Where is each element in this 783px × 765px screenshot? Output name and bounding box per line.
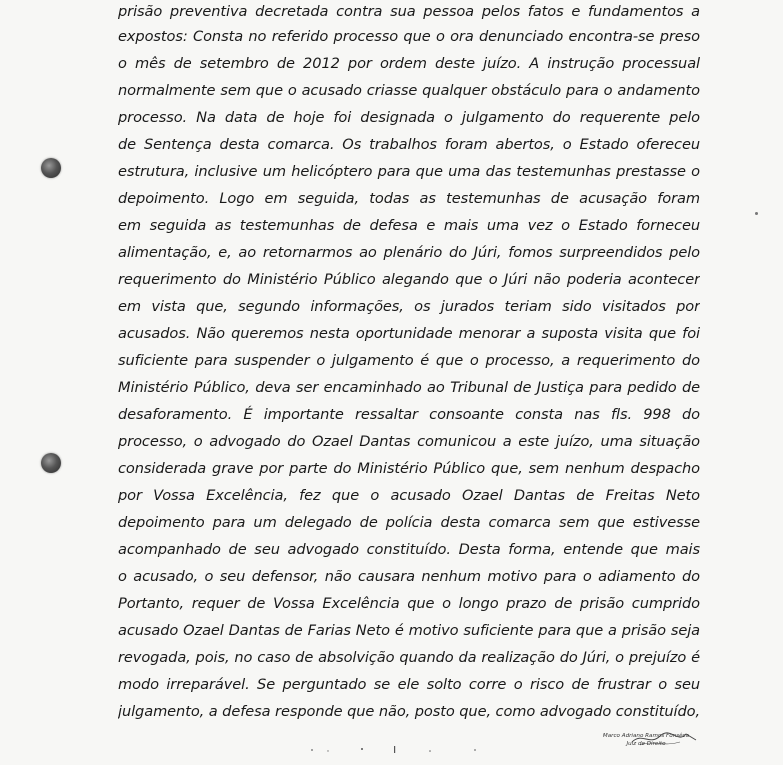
text-line: acusado Ozael Dantas de Farias Neto é motivo suficiente para que a prisão seja [118, 622, 700, 639]
text-line: depoimento. Logo em seguida, todas as testemunhas de acusação foram [118, 190, 700, 207]
scan-specks [300, 742, 500, 756]
text-line: revogada, pois, no caso de absolvição quando da realização do Júri, o prejuízo é [118, 649, 700, 666]
text-line: suficiente para suspender o julgamento é que o processo, a requerimento do [118, 352, 700, 369]
punch-hole-top [41, 158, 61, 178]
text-line: em vista que, segundo informações, os jurados teriam sido visitados por [118, 298, 700, 315]
scan-speck [755, 212, 758, 215]
text-line: prisão preventiva decretada contra sua pessoa pelos fatos e fundamentos a [118, 3, 700, 20]
text-line: julgamento, a defesa responde que não, posto que, como advogado constituído, [118, 703, 700, 720]
text-line: processo, o advogado do Ozael Dantas comunicou a este juízo, uma situação [118, 433, 700, 450]
signature-name: Marco Adriano Ramos Fonsêca [602, 733, 690, 739]
text-line: normalmente sem que o acusado criasse qualquer obstáculo para o andamento [118, 82, 700, 99]
signature-role: Juiz de Direito [626, 741, 666, 747]
text-line: o acusado, o seu defensor, não causara nenhum motivo para o adiamento do [118, 568, 700, 585]
text-line: modo irreparável. Se perguntado se ele solto corre o risco de frustrar o seu [118, 676, 700, 693]
text-line: expostos: Consta no referido processo que o ora denunciado encontra-se preso [118, 28, 700, 45]
text-line: alimentação, e, ao retornarmos ao plenário do Júri, fomos surpreendidos pelo [118, 244, 700, 261]
punch-hole-bottom [41, 453, 61, 473]
text-line: depoimento para um delegado de polícia desta comarca sem que estivesse [118, 514, 700, 531]
text-line: acusados. Não queremos nesta oportunidade menorar a suposta visita que foi [118, 325, 700, 342]
text-line: acompanhado de seu advogado constituído. Desta forma, entende que mais [118, 541, 700, 558]
text-line: processo. Na data de hoje foi designada o julgamento do requerente pelo [118, 109, 700, 126]
signature-block [586, 732, 706, 748]
text-line: requerimento do Ministério Público alegando que o Júri não poderia acontecer [118, 271, 700, 288]
text-line: desaforamento. É importante ressaltar consoante consta nas fls. 998 do [118, 406, 700, 423]
document-body [118, 0, 700, 725]
text-line: em seguida as testemunhas de defesa e mais uma vez o Estado forneceu [118, 217, 700, 234]
text-line: Ministério Público, deva ser encaminhado ao Tribunal de Justiça para pedido de [118, 379, 700, 396]
text-line: de Sentença desta comarca. Os trabalhos foram abertos, o Estado ofereceu [118, 136, 700, 153]
text-line: considerada grave por parte do Ministério Público que, sem nenhum despacho [118, 460, 700, 477]
text-line: Portanto, requer de Vossa Excelência que o longo prazo de prisão cumprido [118, 595, 700, 612]
text-line: estrutura, inclusive um helicóptero para que uma das testemunhas prestasse o [118, 163, 700, 180]
text-line: por Vossa Excelência, fez que o acusado Ozael Dantas de Freitas Neto [118, 487, 700, 504]
text-line: o mês de setembro de 2012 por ordem deste juízo. A instrução processual [118, 55, 700, 72]
